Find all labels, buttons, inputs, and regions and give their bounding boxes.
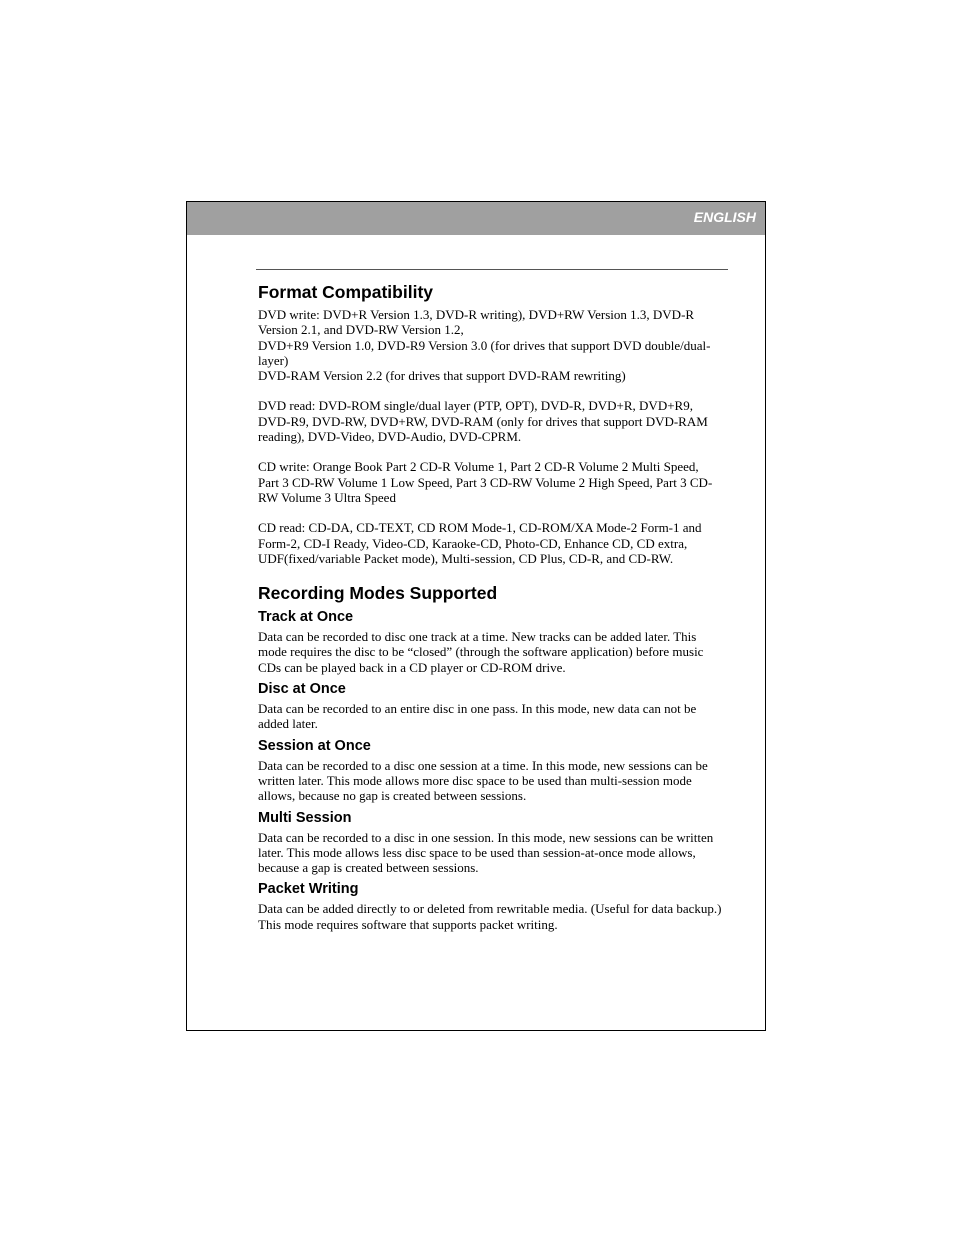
packet-writing-description: Data can be added directly to or deleted from rewritable media. (Useful for data backup.) This mode requires software that supports packet writing. [258,901,722,932]
cd-read-paragraph: CD read: CD-DA, CD-TEXT, CD ROM Mode-1, CD-ROM/XA Mode-2 Form-1 and Form-2, CD-I Ready, Video-CD, Karaoke-CD, Photo-CD, Enhance CD, CD extra, UDF(fixed/variable Packet mode), Multi-session, CD Plus, CD-R, and CD-RW. [258,520,702,566]
dvd-read-paragraph: DVD read: DVD-ROM single/dual layer (PTP, OPT), DVD-R, DVD+R, DVD+R9, DVD-R9, DVD-RW, DVD+RW, DVD-RAM (only for drives that support DVD-RAM reading), DVD-Video, DVD-Audio, DVD-CPRM. [258,398,708,445]
track-at-once-description: Data can be recorded to disc one track at a time. New tracks can be added later. This mode requires the disc to be “closed” (through the software application) before music CDs can be played back in a CD player or CD-ROM drive. [258,629,704,675]
format-compatibility-title: Format Compatibility [258,282,434,302]
disc-at-once-description: Data can be recorded to an entire disc in one pass. In this mode, new data can not be added later. [258,701,697,732]
header-bar [187,202,765,235]
cd-write-paragraph: CD write: Orange Book Part 2 CD-R Volume 1, Part 2 CD-R Volume 2 Multi Speed, Part 3 CD-RW Volume 1 Low Speed, Part 3 CD-RW Volume 2 High Speed, Part 3 CD- RW Volume 3 Ultra Speed [258,459,713,505]
multi-session-description: Data can be recorded to a disc in one session. In this mode, new sessions can be written later. This mode allows less disc space to be used than session-at-once mode allows, because a gap is created between sessions. [258,829,714,876]
session-at-once-description: Data can be recorded to a disc one session at a time. In this mode, new sessions can be written later. This mode allows more disc space to be used than multi-session mode allows, because no gap is created between sessions. [258,757,708,804]
multi-session-heading: Multi Session [258,809,352,826]
document-content [258,281,730,937]
track-at-once-heading: Track at Once [258,609,354,626]
disc-at-once-heading: Disc at Once [258,681,346,698]
dvd-write-paragraph: DVD write: DVD+R Version 1.3, DVD-R writing), DVD+RW Version 1.3, DVD-R Version 2.1, and DVD-RW Version 1.2, DVD+R9 Version 1.0, DVD-R9 Version 3.0 (for drives that support DVD double/dual- layer) DVD-RAM Version 2.2 (for drives that support DVD-RAM rewriting) [258,307,711,384]
language-label: ENGLISH [693,209,756,225]
section-divider [256,269,728,270]
session-at-once-heading: Session at Once [258,737,371,754]
packet-writing-heading: Packet Writing [258,881,359,898]
recording-modes-title: Recording Modes Supported [258,583,498,604]
